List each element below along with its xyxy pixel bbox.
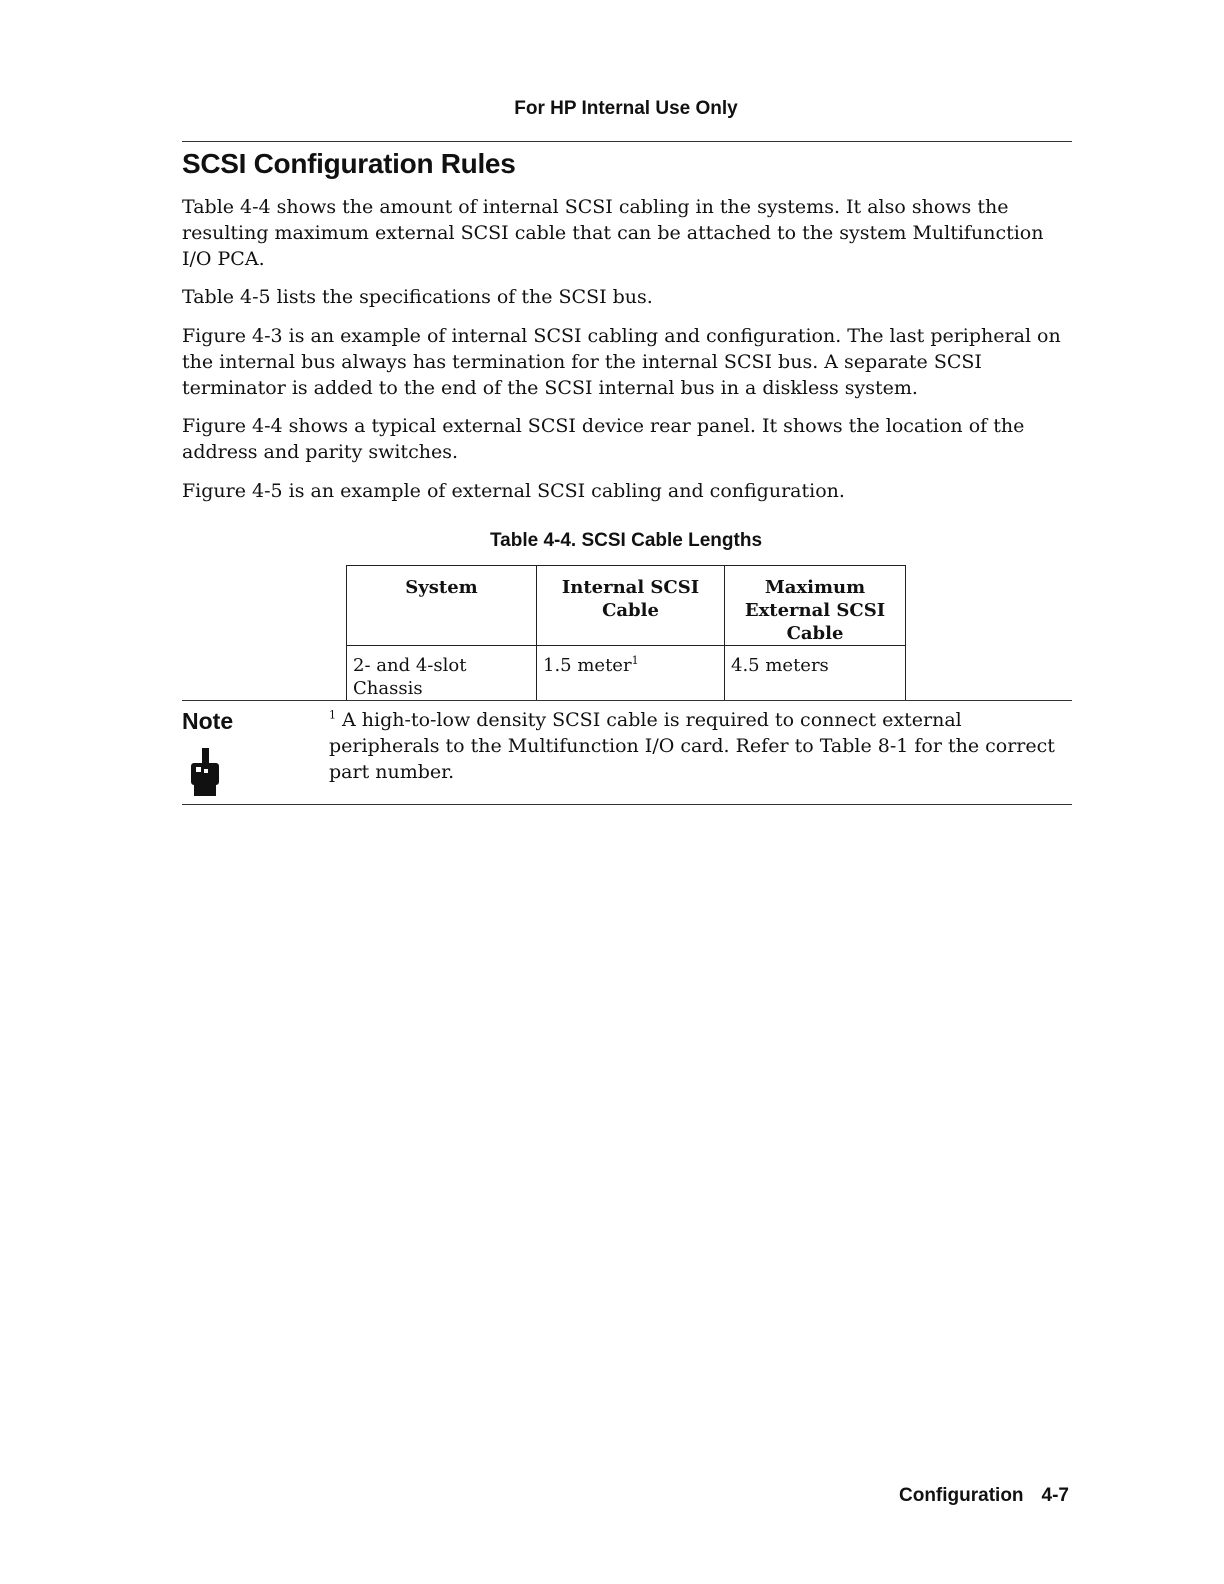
note-text bbox=[329, 707, 1074, 785]
paragraph-2: Table 4-5 lists the specifications of the SCSI bus. bbox=[182, 286, 653, 308]
note-label: Note bbox=[182, 708, 234, 734]
table-caption: Table 4-4. SCSI Cable Lengths bbox=[489, 530, 763, 551]
column-header-internal-cable: Internal SCSI Cable bbox=[537, 566, 725, 646]
cell-max-external-cable: 4.5 meters bbox=[725, 646, 906, 701]
pointing-hand-icon bbox=[188, 748, 224, 803]
table-row bbox=[347, 646, 906, 701]
page-header: For HP Internal Use Only bbox=[514, 98, 738, 119]
paragraph-1: Table 4-4 shows the amount of internal SCSI cabling in the systems. It also shows the resulting maximum external SCSI cable that can be attached to the system Multifunction I/O PCA. bbox=[182, 196, 1044, 270]
cell-system: 2- and 4-slot Chassis bbox=[347, 646, 537, 701]
header-rule bbox=[182, 141, 1072, 142]
footnote-reference: 1 bbox=[631, 654, 639, 667]
paragraph-3: Figure 4-3 is an example of internal SCSI cabling and configuration. The last peripheral on the internal bus always has termination for the internal SCSI bus. A separate SCSI terminator is added to the end of the SCSI internal bus in a diskless system. bbox=[182, 325, 1061, 399]
column-header-max-external-cable: Maximum External SCSI Cable bbox=[725, 566, 906, 646]
note-footnote-marker: 1 bbox=[329, 708, 336, 722]
table-header-row bbox=[347, 566, 906, 646]
paragraph-4: Figure 4-4 shows a typical external SCSI device rear panel. It shows the location of the address and parity switches. bbox=[182, 415, 1025, 463]
internal-cable-value: 1.5 meter bbox=[543, 655, 632, 676]
section-title: SCSI Configuration Rules bbox=[182, 148, 516, 179]
note-bottom-rule bbox=[182, 804, 1072, 805]
note-top-rule bbox=[182, 700, 1072, 701]
column-header-system: System bbox=[347, 566, 537, 646]
paragraph-5: Figure 4-5 is an example of external SCSI cabling and configuration. bbox=[182, 480, 845, 502]
footer-section: Configuration bbox=[899, 1485, 1024, 1506]
cell-internal-cable bbox=[537, 646, 725, 701]
page-footer bbox=[899, 1485, 1069, 1507]
note-body: A high-to-low density SCSI cable is required to connect external peripherals to the Multifunction I/O card. Refer to Table 8-1 for the correct part number. bbox=[329, 709, 1055, 783]
cable-lengths-table bbox=[346, 565, 906, 701]
page-number: 4-7 bbox=[1041, 1485, 1069, 1506]
